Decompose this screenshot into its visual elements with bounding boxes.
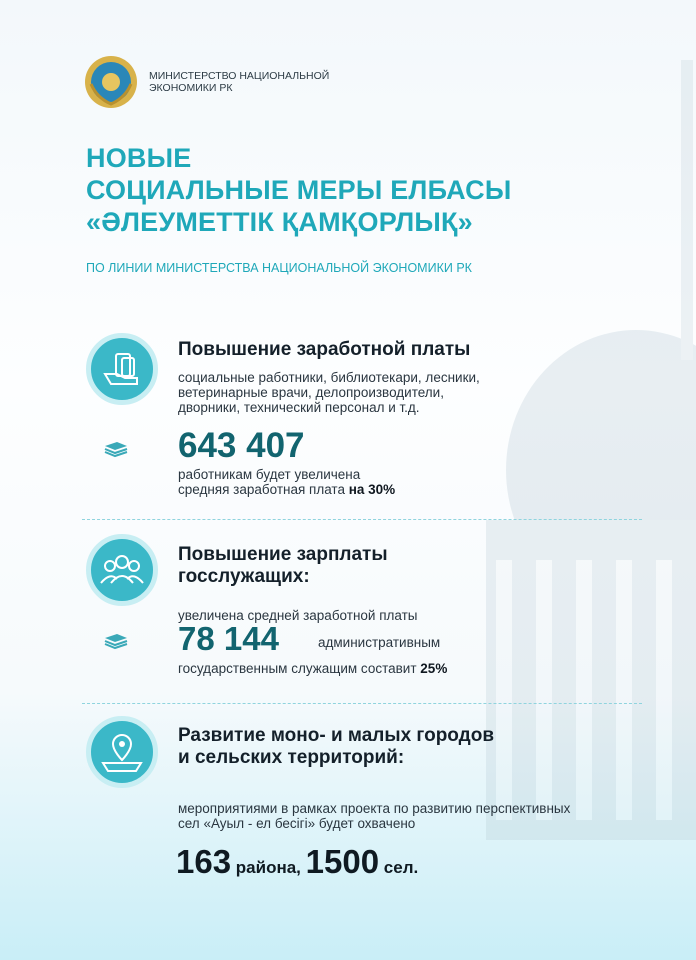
ministry-name: МИНИСТЕРСТВО НАЦИОНАЛЬНОЙ ЭКОНОМИКИ РК: [149, 70, 330, 94]
title-line-2: СОЦИАЛЬНЫЕ МЕРЫ ЕЛБАСЫ: [86, 175, 512, 205]
section2-before: увеличена средней заработной платы: [178, 608, 418, 623]
section1-after-line1: работникам будет увеличена: [178, 467, 361, 482]
section3-title: [178, 725, 494, 769]
section3-desc-line2: сел «Ауыл - ел бесігі» будет охвачено: [178, 816, 416, 831]
districts-count: 163: [176, 843, 232, 880]
section1-desc-line1: социальные работники, библиотекари, лесники,: [178, 370, 480, 385]
money-stack-icon: [103, 440, 129, 458]
section2-percent: 25%: [420, 661, 448, 676]
section3-desc-line1: мероприятиями в рамках проекта по развитию перспективных: [178, 801, 571, 816]
emblem-icon: [83, 54, 139, 110]
header: [83, 54, 369, 110]
location-pin-icon: [86, 716, 158, 788]
section1-title: Повышение заработной платы: [178, 339, 471, 360]
section2-after-line2: государственным служащим составит: [178, 661, 417, 676]
villages-count: 1500: [305, 843, 380, 880]
section1-desc-line2: ветеринарные врачи, делопроизводители,: [178, 385, 444, 400]
section1-after-line2: средняя заработная плата: [178, 482, 345, 497]
section3-description: [178, 801, 570, 831]
districts-label: района,: [231, 858, 306, 877]
section2-title: [178, 544, 388, 588]
section3-title-line2: и сельских территорий:: [178, 747, 405, 768]
section1-description: [178, 370, 480, 415]
section1-desc-line3: дворники, технический персонал и т.д.: [178, 400, 420, 415]
money-stack-icon: [103, 632, 129, 650]
money-hand-icon: [86, 333, 158, 405]
page-subtitle: ПО ЛИНИИ МИНИСТЕРСТВА НАЦИОНАЛЬНОЙ ЭКОНОМИКИ РК: [86, 261, 472, 275]
villages-label: сел.: [379, 858, 419, 877]
section2-after-line1: административным: [318, 635, 441, 650]
title-line-1: НОВЫЕ: [86, 143, 192, 173]
section1-number: 643 407: [178, 426, 305, 465]
divider-2: [82, 703, 642, 704]
section2-title-line1: Повышение зарплаты: [178, 544, 388, 565]
section2-after: [178, 661, 447, 676]
section2-number: 78 144: [178, 620, 279, 657]
section1-percent: на 30%: [348, 482, 396, 497]
section3-figures: [176, 843, 418, 881]
title-line-3: «ӘЛЕУМЕТТІК ҚАМҚОРЛЫҚ»: [86, 207, 473, 237]
section2-title-line2: госслужащих:: [178, 566, 310, 587]
section3-title-line1: Развитие моно- и малых городов: [178, 725, 495, 746]
divider-1: [82, 519, 642, 520]
page-title: [86, 142, 512, 238]
people-group-icon: [86, 534, 158, 606]
section1-after: [178, 467, 395, 497]
